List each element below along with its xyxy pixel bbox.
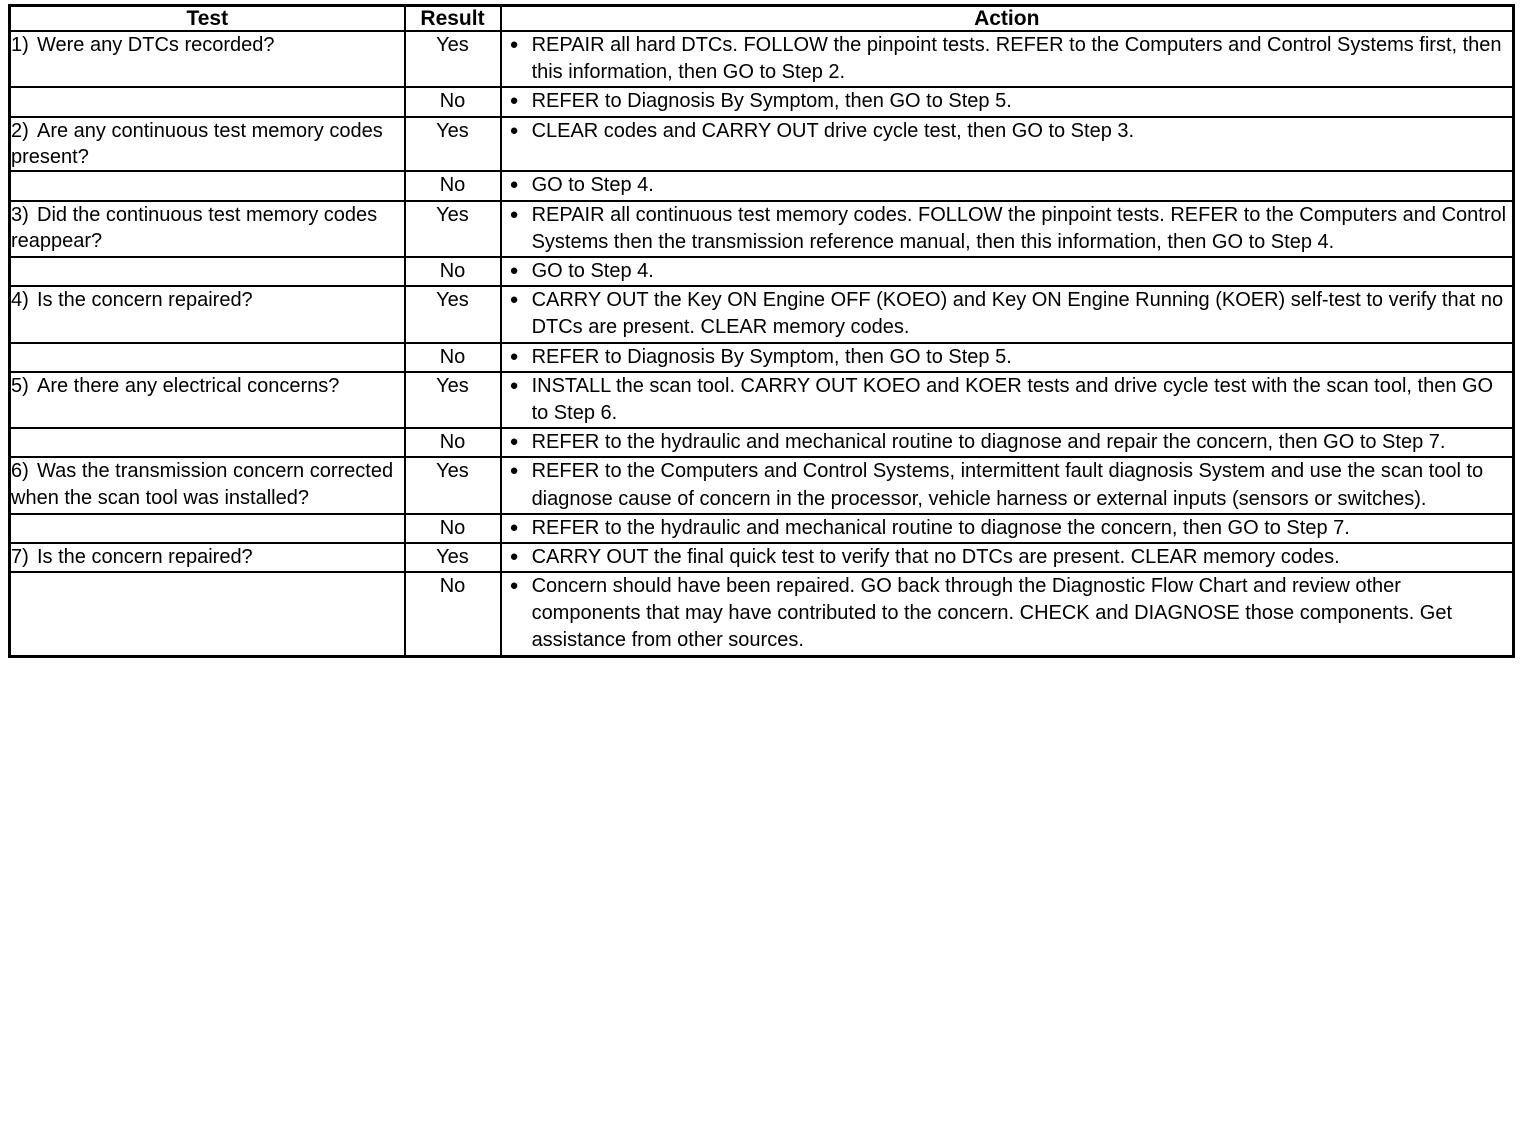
action-text: GO to Step 4.	[531, 174, 654, 197]
action-text: REFER to the Computers and Control Systems, intermittent fault diagnosis System and use the scan tool to diagnose cause of concern in the processor, vehicle harness or external inputs (sensors or switches).	[531, 460, 1484, 510]
action-cell	[501, 87, 1514, 116]
action-cell	[501, 343, 1514, 372]
column-header-action: Action	[501, 6, 1514, 32]
result-cell: No	[405, 171, 501, 200]
action-bullet-item	[502, 544, 1513, 571]
table-row	[10, 257, 1514, 286]
test-question-text: Is the concern repaired?	[37, 545, 253, 568]
action-bullet-item	[502, 573, 1513, 655]
action-cell	[501, 457, 1514, 513]
table-body	[10, 31, 1514, 656]
result-cell: No	[405, 428, 501, 457]
action-cell	[501, 171, 1514, 200]
result-cell: Yes	[405, 201, 501, 257]
action-text: INSTALL the scan tool. CARRY OUT KOEO and KOER tests and drive cycle test with the scan tool, then GO to Step 6.	[531, 374, 1494, 424]
bullet-icon: ●	[509, 176, 519, 194]
test-question-empty	[11, 174, 17, 196]
result-cell: Yes	[405, 117, 501, 172]
test-question-cell	[10, 372, 405, 428]
action-cell	[501, 543, 1514, 572]
bullet-icon: ●	[509, 547, 519, 565]
bullet-icon: ●	[509, 433, 519, 451]
table-row	[10, 31, 1514, 87]
action-text: REFER to Diagnosis By Symptom, then GO to Step 5.	[531, 345, 1012, 368]
test-question-text: Were any DTCs recorded?	[37, 34, 275, 57]
test-step-number: 1)	[11, 34, 29, 57]
test-question-cell	[10, 87, 405, 116]
action-bullet-item	[502, 118, 1513, 145]
column-header-test: Test	[10, 6, 405, 32]
table-row	[10, 201, 1514, 257]
test-step-number: 6)	[11, 460, 29, 483]
bullet-icon: ●	[509, 518, 519, 536]
result-cell: Yes	[405, 286, 501, 342]
action-cell	[501, 257, 1514, 286]
test-question-cell	[10, 543, 405, 572]
action-cell	[501, 572, 1514, 656]
action-text: REFER to Diagnosis By Symptom, then GO to Step 5.	[531, 90, 1012, 113]
test-question-text: Are any continuous test memory codes present?	[11, 119, 383, 169]
test-step-number: 4)	[11, 289, 29, 312]
action-cell	[501, 514, 1514, 543]
action-text: Concern should have been repaired. GO back through the Diagnostic Flow Chart and review other components that may have contributed to the concern. CHECK and DIAGNOSE those components. Get assistance from other sources.	[531, 575, 1453, 652]
action-text: GO to Step 4.	[531, 260, 654, 282]
result-cell: No	[405, 257, 501, 286]
action-bullet-item	[502, 287, 1513, 341]
test-question-cell	[10, 171, 405, 200]
test-question-text: Are there any electrical concerns?	[37, 374, 340, 397]
action-bullet-item	[502, 515, 1513, 542]
bullet-icon: ●	[509, 92, 519, 110]
result-cell: Yes	[405, 372, 501, 428]
bullet-icon: ●	[509, 36, 519, 54]
test-question-text: Is the concern repaired?	[37, 289, 253, 312]
test-question-text: Was the transmission concern corrected when the scan tool was installed?	[11, 460, 394, 509]
result-cell: No	[405, 87, 501, 116]
action-cell	[501, 372, 1514, 428]
table-header-row	[10, 6, 1514, 32]
table-row	[10, 87, 1514, 116]
result-cell: Yes	[405, 543, 501, 572]
action-cell	[501, 428, 1514, 457]
result-cell: Yes	[405, 457, 501, 513]
test-question-empty	[11, 346, 17, 368]
bullet-icon: ●	[509, 462, 519, 480]
action-cell	[501, 31, 1514, 87]
action-text: REPAIR all hard DTCs. FOLLOW the pinpoint tests. REFER to the Computers and Control Systems first, then this information, then GO to Step 2.	[531, 34, 1502, 84]
test-question-cell	[10, 457, 405, 513]
test-question-empty	[11, 90, 17, 112]
table-row	[10, 372, 1514, 428]
action-bullet-item	[502, 429, 1513, 456]
action-cell	[501, 201, 1514, 257]
test-question-cell	[10, 286, 405, 342]
test-question-cell	[10, 117, 405, 172]
test-question-empty	[11, 431, 17, 453]
action-cell	[501, 117, 1514, 172]
action-text: REFER to the hydraulic and mechanical routine to diagnose the concern, then GO to Step 7.	[531, 516, 1350, 539]
bullet-icon: ●	[509, 376, 519, 394]
test-step-number: 7)	[11, 545, 29, 568]
test-question-empty	[11, 517, 17, 539]
diagnostic-routine-table	[8, 4, 1515, 658]
action-text: CARRY OUT the final quick test to verify that no DTCs are present. CLEAR memory codes.	[531, 545, 1340, 568]
table-row	[10, 343, 1514, 372]
action-bullet-item	[502, 202, 1513, 256]
table-row	[10, 457, 1514, 513]
action-bullet-item	[502, 88, 1513, 115]
bullet-icon: ●	[509, 205, 519, 223]
table-row	[10, 286, 1514, 342]
table-row	[10, 428, 1514, 457]
test-question-cell	[10, 343, 405, 372]
table-row	[10, 117, 1514, 172]
action-bullet-item	[502, 458, 1513, 512]
result-cell: No	[405, 514, 501, 543]
action-bullet-item	[502, 344, 1513, 371]
action-bullet-item	[502, 32, 1513, 86]
action-bullet-item	[502, 258, 1513, 285]
result-cell: No	[405, 343, 501, 372]
action-text: CARRY OUT the Key ON Engine OFF (KOEO) and Key ON Engine Running (KOER) self-test to verify that no DTCs are present. CLEAR memory codes.	[531, 289, 1504, 339]
table-row	[10, 514, 1514, 543]
action-cell	[501, 286, 1514, 342]
test-question-cell	[10, 514, 405, 543]
action-text: REPAIR all continuous test memory codes. FOLLOW the pinpoint tests. REFER to the Computers and Control Systems then the transmission reference manual, then this information, then GO to Step 4.	[531, 203, 1507, 253]
action-text: REFER to the hydraulic and mechanical routine to diagnose and repair the concern, then GO to Step 7.	[531, 431, 1446, 454]
bullet-icon: ●	[509, 121, 519, 139]
test-question-cell	[10, 201, 405, 257]
table-row	[10, 543, 1514, 572]
table-row	[10, 572, 1514, 656]
action-bullet-item	[502, 373, 1513, 427]
bullet-icon: ●	[509, 347, 519, 365]
action-text: CLEAR codes and CARRY OUT drive cycle test, then GO to Step 3.	[531, 119, 1135, 142]
test-question-cell	[10, 428, 405, 457]
result-cell: Yes	[405, 31, 501, 87]
action-bullet-item	[502, 172, 1513, 199]
test-question-empty	[11, 575, 17, 597]
test-step-number: 2)	[11, 119, 29, 142]
test-question-text: Did the continuous test memory codes reappear?	[11, 203, 378, 253]
test-step-number: 3)	[11, 203, 29, 226]
result-cell: No	[405, 572, 501, 656]
table-header	[10, 6, 1514, 32]
column-header-result: Result	[405, 6, 501, 32]
test-question-cell	[10, 257, 405, 286]
test-question-empty	[11, 260, 17, 282]
test-step-number: 5)	[11, 374, 29, 397]
bullet-icon: ●	[509, 291, 519, 309]
bullet-icon: ●	[509, 577, 519, 595]
bullet-icon: ●	[509, 262, 519, 279]
table-row	[10, 171, 1514, 200]
test-question-cell	[10, 31, 405, 87]
test-question-cell	[10, 572, 405, 656]
